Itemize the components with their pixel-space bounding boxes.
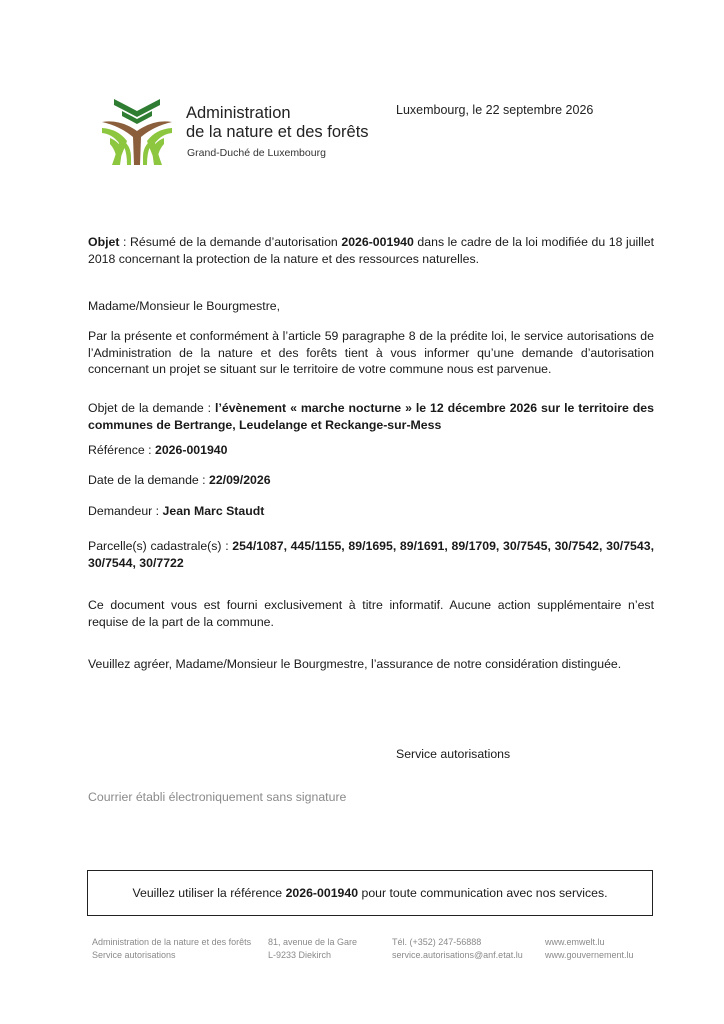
applicant-label: Demandeur :	[88, 504, 163, 518]
footer-link-emwelt[interactable]: www.emwelt.lu	[545, 937, 605, 947]
anf-logo	[100, 95, 175, 167]
applicant-line	[88, 503, 654, 520]
footer-phone: Tél. (+352) 247-56888	[392, 937, 482, 947]
footer-contact	[392, 936, 523, 962]
org-name-line1: Administration	[186, 104, 291, 122]
reference-label: Référence :	[88, 443, 155, 457]
footer-address-street: 81, avenue de la Gare L-9233 Diekirch	[268, 937, 358, 960]
request-value: l’évènement « marche nocturne » le 12 décembre 2026 sur le territoire des communes de Bertrange, Leudelange et Reckange-sur-Mess	[88, 401, 654, 432]
parcels-value: 254/1087, 445/1155, 89/1695, 89/1691, 89/1709, 30/7545, 30/7542, 30/7543, 30/7544, 30/7722	[88, 539, 654, 570]
signature: Service autorisations	[396, 747, 511, 761]
parcels-label: Parcelle(s) cadastrale(s) :	[88, 539, 233, 553]
request-date-label: Date de la demande :	[88, 473, 209, 487]
object-text-2: dans le cadre de la loi modifiée du 18 juillet 2018 concernant la protection de la nature et des ressources naturelles.	[88, 235, 655, 266]
request-date-value: 22/09/2026	[209, 473, 271, 487]
letter-date: Luxembourg, le 22 septembre 2026	[396, 103, 594, 117]
letter-object: Objet : Résumé de la demande d’autorisation 2026-001940 dans le cadre de la loi modifiée du 18 juillet 2018 concernant la protection de la nature et des ressources naturelles.	[88, 235, 655, 266]
footer-websites	[545, 936, 634, 962]
footer-link-gouvernement[interactable]: www.gouvernement.lu	[545, 950, 634, 960]
reference-box: Veuillez utiliser la référence 2026-001940 pour toute communication avec nos services.	[87, 870, 653, 916]
request-label: Objet de la demande :	[88, 401, 216, 415]
org-name	[186, 104, 369, 142]
object-text-1: Résumé de la demande d’autorisation	[130, 235, 342, 249]
parcels-line	[88, 538, 654, 571]
reference-box-ref: 2026-001940	[285, 886, 359, 900]
request-date-line	[88, 472, 654, 489]
footer-address-org: Administration de la nature et des forêts Service autorisations	[92, 937, 252, 960]
request-object	[88, 400, 654, 433]
electronic-note: Courrier établi électroniquement sans signature	[88, 790, 347, 804]
org-subtitle: Grand-Duché de Luxembourg	[187, 147, 326, 159]
footer-email[interactable]: service.autorisations@anf.etat.lu	[392, 950, 523, 960]
intro-paragraph: Par la présente et conformément à l’article 59 paragraphe 8 de la prédite loi, le service autorisations de l’Administration de la nature et des forêts tient à vous informer qu’une demande d’autorisation concernant un projet se situant sur le territoire de votre commune nous est parvenue.	[88, 329, 654, 377]
reference-line	[88, 442, 654, 459]
object-reference: 2026-001940	[341, 235, 414, 249]
applicant-value: Jean Marc Staudt	[162, 504, 265, 518]
object-label: Objet	[88, 235, 120, 249]
reference-value: 2026-001940	[155, 443, 228, 457]
info-note: Ce document vous est fourni exclusivement à titre informatif. Aucune action supplémentaire n’est requise de la part de la commune.	[88, 598, 654, 629]
salutation: Madame/Monsieur le Bourgmestre,	[88, 299, 281, 313]
org-name-line2: de la nature et des forêts	[186, 123, 369, 141]
closing-formula: Veuillez agréer, Madame/Monsieur le Bourgmestre, l’assurance de notre considération distinguée.	[88, 657, 622, 671]
